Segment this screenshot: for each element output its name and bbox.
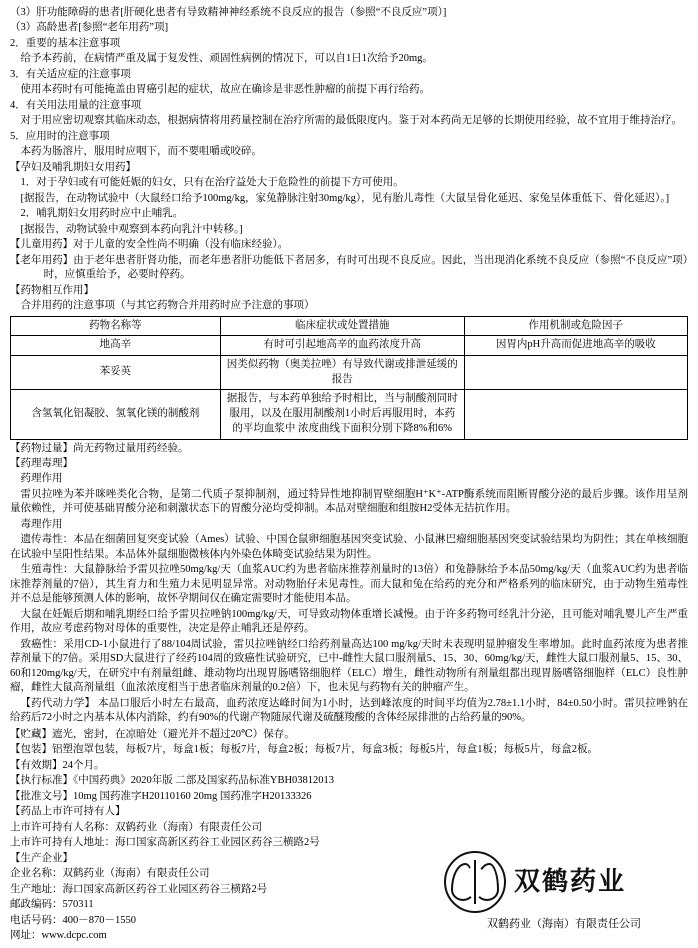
crane-left-icon — [451, 863, 475, 901]
section-pregnancy — [10, 161, 688, 237]
paragraph: 使用本药时有可能掩盖由胃癌引起的症状，故应在确诊是非恶性肿瘤的前提下再行给药。 — [20, 84, 430, 96]
drug-interaction-table — [10, 316, 688, 440]
section-body: 尚无药物过量用药经验。 — [73, 442, 189, 454]
paragraph: 上市许可持有人地址：海口国家高新区药谷工业园区药谷三横路2号 — [10, 837, 320, 849]
paragraph: 邮政编码：570311 — [10, 899, 94, 911]
cell-drug-name: 含氢氧化铝凝胶、氢氧化镁的制酸剂 — [11, 390, 221, 439]
cell-symptoms: 有时可引起地高辛的血药浓度升高 — [220, 336, 464, 356]
paragraph: 生殖毒性：大鼠静脉给予雷贝拉唑50mg/kg/天（血浆AUC约为患者临床推荐剂量时的13倍）和兔静脉给予本品50mg/kg/天（血浆AUC约为患者临床推荐剂量的7倍），其生育力和生殖力未见明显异常。对动物胎仔未见毒性。而大鼠和兔在给药的充分和严格系列的临床研究，由于动物生殖毒性并不总是能够预测人体的影响，故怀孕期间仅在确定需要时才能使用本品。 — [10, 564, 688, 605]
section-storage — [10, 728, 688, 742]
section-body: 24个月。 — [62, 759, 105, 771]
paragraph — [10, 790, 688, 804]
logo-row — [444, 851, 684, 913]
top-paragraphs — [10, 6, 688, 160]
section-heading: 【包装】 — [10, 744, 52, 756]
paragraph: 雷贝拉唑为苯并咪唑类化合物，是第二代质子泵抑制剂，通过特异性地抑制胃壁细胞H⁺K⁺-ATP酶系统而阻断胃酸分泌的最后步骤。该作用呈剂量依赖性，并可使基础胃酸分泌和刺激状态下的胃酸分泌均受抑制。本品对壁细胞和组胺H2受体无拮抗作用。 — [10, 488, 688, 515]
crane-right-icon — [475, 863, 499, 901]
table-header-row — [11, 316, 688, 336]
paragraph — [10, 238, 688, 252]
section-heading: 【药理毒理】 — [10, 457, 73, 469]
table-row — [11, 336, 688, 356]
section-packaging — [10, 743, 688, 757]
section-heading: 【生产企业】 — [10, 852, 73, 864]
section-overdose — [10, 442, 688, 456]
paragraph — [10, 774, 688, 788]
paragraph: 2．重要的基本注意事项 — [10, 37, 121, 49]
subheading: 药理作用 — [20, 473, 63, 485]
section-pediatric — [10, 238, 688, 252]
paragraph: 3．有关适应症的注意事项 — [10, 68, 131, 80]
paragraph: （3）肝功能障碍的患者[肝硬化患者有导致精神神经系统不良反应的报告（参照“不良反应”项）] — [10, 7, 447, 18]
company-logo-area — [444, 851, 684, 933]
cell-mechanism — [464, 390, 687, 439]
cell-symptoms: 据报告，与本药单独给予时相比，当与制酸剂同时服用，以及在服用制酸剂1小时后再服用时，本药的平均血浆中 浓度曲线下面积分别下降8%和6% — [220, 390, 464, 439]
paragraph: 本药为肠溶片，服用时应咽下，而不要咀嚼或咬碎。 — [20, 146, 262, 158]
section-standard — [10, 774, 688, 788]
company-name: 双鹤药业（海南）有限责任公司 — [487, 917, 641, 930]
двойной-crane-icon — [444, 851, 506, 913]
paragraph: 大鼠在妊娠后期和哺乳期经口给予雷贝拉唑钠100mg/kg/天，可导致动物体重增长减慢。由于许多药物可经乳汁分泌，且可能对哺乳婴儿产生严重作用，故应考虑药物对母体的重要性，决定是停止哺乳还是停药。 — [10, 608, 688, 635]
paragraph: 5．应用时的注意事项 — [10, 130, 110, 142]
section-heading: 【有效期】 — [10, 759, 63, 771]
section-marketing-authorization-holder — [10, 805, 688, 850]
section-body: 《中国药典》2020年版 二部及国家药品标准YBH03812013 — [73, 775, 335, 787]
cell-drug-name: 地高辛 — [11, 336, 221, 356]
section-heading: 【执行标准】 — [10, 775, 73, 787]
paragraph: 生产地址：海口国家高新区药谷工业园区药谷三横路2号 — [10, 883, 268, 895]
paragraph — [10, 728, 688, 742]
section-body: 铝塑泡罩包装，每板7片，每盒1板；每板7片，每盒2板；每板7片，每盒3板；每板5片，每盒1板；每板5片，每盒2板。 — [52, 744, 598, 756]
brand-name: 双鹤药业 — [514, 866, 627, 897]
cell-drug-name: 苯妥英 — [11, 356, 221, 390]
section-heading: 【老年用药】 — [10, 254, 74, 266]
subheading: 毒理作用 — [20, 518, 63, 530]
cell-mechanism: 因胃内pH升高而促进地高辛的吸收 — [464, 336, 687, 356]
paragraph — [10, 743, 688, 757]
section-body: 由于老年患者肝肾功能，而老年患者肝功能低下者居多，有时可出现不良反应。因此，当出现消化系统不良反应（参照“不良反应”项）时，应慎重给予，必要时停药。 — [43, 254, 689, 281]
paragraph: 对于用应密切观察其临床动态，根据病情将用药量控制在治疗所需的最低限度内。鉴于对本药尚无足够的长期使用经验，故不宜用于维持治疗。 — [20, 115, 682, 127]
cell-mechanism — [464, 356, 687, 390]
section-body: 10mg 国药准字H20110160 20mg 国药准字H20133326 — [73, 790, 312, 802]
paragraph: [据报告，在动物试验中（大鼠经口给予100mg/kg，家兔静脉注射30mg/kg），见有胎儿毒性（大鼠呈骨化延迟、家兔呈体重低下、骨化延迟）。] — [20, 192, 670, 204]
section-heading: 【批准文号】 — [10, 790, 73, 802]
paragraph: 电话号码：400－870－1550 — [10, 914, 136, 926]
section-shelf-life — [10, 759, 688, 773]
paragraph — [10, 759, 688, 773]
section-body: 对于儿童的安全性尚不明确（没有临床经验）。 — [73, 239, 289, 251]
section-pharmacology — [10, 457, 688, 726]
section-approval-number — [10, 790, 688, 804]
table-row — [11, 390, 688, 439]
paragraph — [10, 442, 688, 456]
paragraph: 网址：www.dcpc.com — [10, 930, 107, 941]
section-interactions — [10, 284, 688, 314]
section-heading: 【贮藏】 — [10, 728, 52, 740]
paragraph: 合并用药的注意事项（与其它药物合并用药时应予注意的事项） — [20, 300, 315, 312]
paragraph — [10, 254, 688, 283]
column-header-mechanism: 作用机制或危险因子 — [464, 316, 687, 336]
paragraph: 企业名称：双鹤药业（海南）有限责任公司 — [10, 868, 210, 880]
paragraph: 2．哺乳期妇女用药时应中止哺乳。 — [20, 208, 184, 220]
section-heading: 【孕妇及哺乳期妇女用药】 — [10, 161, 136, 173]
paragraph: 1．对于孕妇或有可能妊娠的妇女，只有在治疗益处大于危险性的前提下方可使用。 — [20, 177, 404, 189]
cell-symptoms: 因类似药物（奥美拉唑）有导致代谢或排泄延缓的报告 — [220, 356, 464, 390]
section-heading: 【药物相互作用】 — [10, 284, 94, 296]
section-geriatric — [10, 254, 688, 283]
section-body: 遮光，密封，在凉暗处（避光并不超过20℃）保存。 — [52, 728, 295, 740]
section-heading: 【儿童用药】 — [10, 239, 73, 251]
paragraph: 遗传毒性：本品在细菌回复突变试验（Ames）试验、中国仓鼠卵细胞基因突变试验、小鼠淋巴瘤细胞基因突变试验结果均为阴性；其在单核细胞在试验中呈阳性结果。本品体外鼠细胞微核体内外染色体畸变试验结果为阴性。 — [10, 534, 688, 560]
paragraph: [据报告，动物试验中观察到本药向乳汁中转移。] — [20, 223, 243, 235]
paragraph: 给予本药前，在病情严重及属于复发性、顽固性病例的情况下，可以自1日1次给予20mg。 — [20, 53, 433, 65]
table-row — [11, 356, 688, 390]
paragraph-pharmacokinetics: 【药代动力学】 本品口服后小时左右最高，血药浓度达峰时间为1小时，达到峰浓度的时间平均值为2.78±1.1小时，84±0.50小时。雷贝拉唑钠在给药后72小时之内基本从体内消除，约有90%的代谢产物随尿代谢及硫醚羧酸的含体经尿排泄的占给药量的90%。 — [10, 697, 688, 724]
column-header-symptoms: 临床症状或处置措施 — [220, 316, 464, 336]
paragraph: 致癌性：采用CD-1小鼠进行了88/104周试验，雷贝拉唑钠经口给药剂量高达100 mg/kg/天时未表现明显肿瘤发生率增加。此时血药浓度为患者推荐剂量下的7倍。采用SD大鼠进行了经药104周的致癌性试验研究，已中-雌性大鼠口服剂量5、15、30、60mg/kg/天，雌性大鼠口服剂量5、15、30、60和120mg/kg/天，在研究中有剂量组雌、雄动物均出现胃肠嗜铬细胞样（ELC）增生，雌性动物所有剂量组都出现胃肠嗜铬细胞样（ELC）良性肿瘤，雌性大鼠高剂量组（血浓浓度相当于患者临床剂量的0.2倍）下，也未见与药物有关的肿瘤产生。 — [10, 638, 688, 694]
section-heading: 【药物过量】 — [10, 442, 73, 454]
paragraph: （3）高龄患者[参照“老年用药”项] — [10, 22, 169, 34]
paragraph: 上市许可持有人名称：双鹤药业（海南）有限责任公司 — [10, 821, 262, 833]
paragraph: 4．有关用法用量的注意事项 — [10, 99, 142, 111]
section-heading: 【药品上市许可持有人】 — [10, 806, 126, 818]
column-header-drug-name: 药物名称等 — [11, 316, 221, 336]
